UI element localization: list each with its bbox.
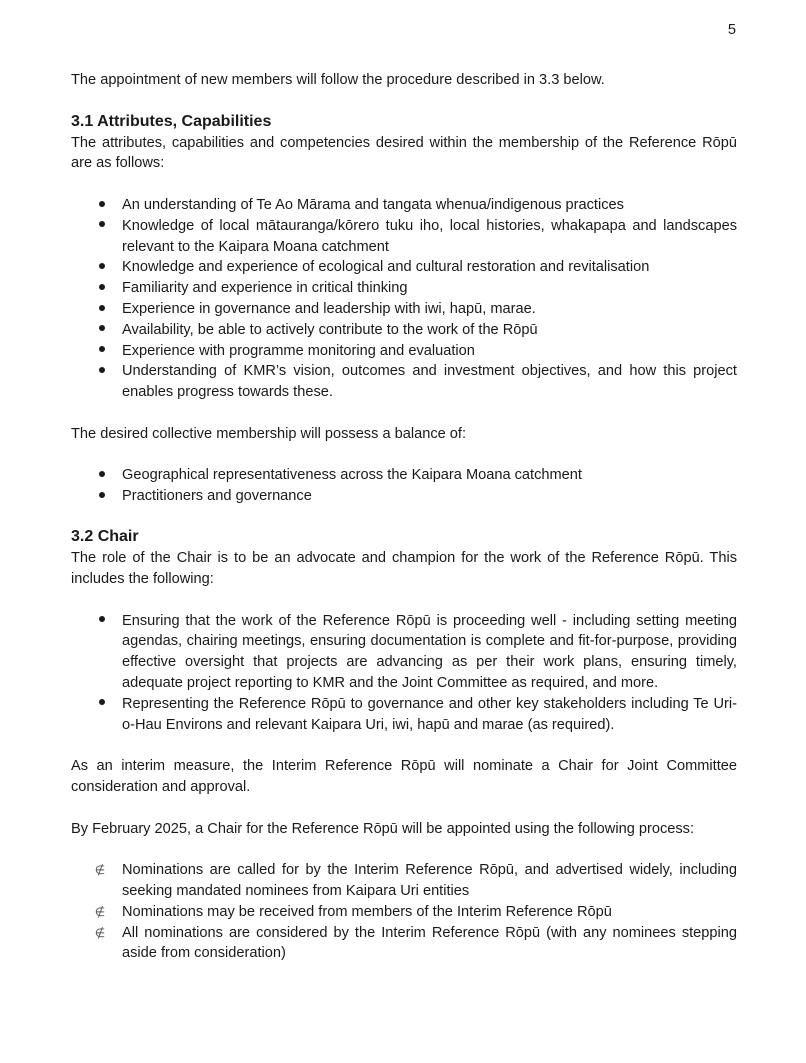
chair-role-list: [71, 611, 737, 736]
list-item: ∉ Nominations may be received from members of the Interim Reference Rōpū: [71, 902, 737, 923]
not-element-of-bullet-icon: ∉: [94, 925, 106, 940]
list-item: ∉ Nominations are called for by the Interim Reference Rōpū, and advertised widely, including seeking mandated nominees from Kaipara Uri entities: [94, 862, 737, 899]
list-item: Familiarity and experience in critical thinking: [71, 278, 737, 299]
bullet-icon: [95, 320, 109, 341]
balance-lead: The desired collective membership will possess a balance of:: [71, 425, 467, 442]
section-heading-3-2: 3.2 Chair: [71, 528, 139, 546]
not-element-of-bullet-icon: ∉: [94, 863, 106, 878]
attributes-list: [71, 195, 737, 403]
list-item: Practitioners and governance: [71, 486, 737, 507]
bullet-icon: [95, 195, 109, 216]
process-lead: By February 2025, a Chair for the Reference Rōpū will be appointed using the following process:: [71, 820, 695, 837]
bullet-icon: [95, 257, 109, 278]
bullet-icon: [95, 341, 109, 362]
list-item: Knowledge and experience of ecological and cultural restoration and revitalisation: [71, 257, 737, 278]
list-item: ∉ All nominations are considered by the Interim Reference Rōpū (with any nominees stepping aside from consideration): [94, 924, 737, 962]
list-item: An understanding of Te Ao Mārama and tangata whenua/indigenous practices: [71, 195, 737, 216]
list-item: Ensuring that the work of the Reference Rōpū is proceeding well - including setting meeting agendas, chairing meetings, ensuring documentation is complete and fit-for-purpose, providing effective oversight that projects are advancing as per their work plans, ensuring timely, adequate project reporting to KMR and the Joint Committee as required, and more.: [71, 611, 737, 694]
not-element-of-bullet-icon: ∉: [94, 904, 106, 919]
section-3-1-lead: The attributes, capabilities and competencies desired within the membership of the Reference Rōpū are as follows:: [71, 134, 737, 172]
list-item: Representing the Reference Rōpū to governance and other key stakeholders including Te Uri-o-Hau Environs and relevant Kaipara Uri, iwi, hapū and marae (as required).: [71, 694, 737, 736]
balance-list: [71, 465, 737, 507]
document-body: [71, 70, 737, 964]
bullet-icon: [95, 486, 109, 507]
interim-paragraph: As an interim measure, the Interim Reference Rōpū will nominate a Chair for Joint Committee consideration and approval.: [71, 758, 737, 795]
bullet-icon: [95, 465, 109, 486]
list-item: Availability, be able to actively contribute to the work of the Rōpū: [71, 320, 737, 341]
bullet-icon: [95, 299, 109, 320]
section-3-2-lead: The role of the Chair is to be an advocate and champion for the work of the Reference Rōpū. This includes the following:: [71, 550, 737, 588]
page-number: 5: [727, 22, 736, 38]
list-item: Geographical representativeness across the Kaipara Moana catchment: [71, 465, 737, 486]
bullet-icon: [95, 361, 109, 382]
intro-paragraph: The appointment of new members will follow the procedure described in 3.3 below.: [71, 72, 605, 88]
list-item: Knowledge of local mātauranga/kōrero tuku iho, local histories, whakapapa and landscapes relevant to the Kaipara Moana catchment: [71, 216, 737, 258]
process-list: [71, 860, 737, 964]
bullet-icon: [95, 694, 109, 715]
section-heading-3-1: 3.1 Attributes, Capabilities: [71, 112, 272, 130]
list-item: Experience in governance and leadership with iwi, hapū, marae.: [71, 299, 737, 320]
bullet-icon: [95, 278, 109, 299]
bullet-icon: [95, 216, 109, 237]
bullet-icon: [95, 611, 109, 632]
list-item: Experience with programme monitoring and evaluation: [71, 341, 737, 362]
list-item: Understanding of KMR’s vision, outcomes and investment objectives, and how this project enables progress towards these.: [71, 361, 737, 403]
